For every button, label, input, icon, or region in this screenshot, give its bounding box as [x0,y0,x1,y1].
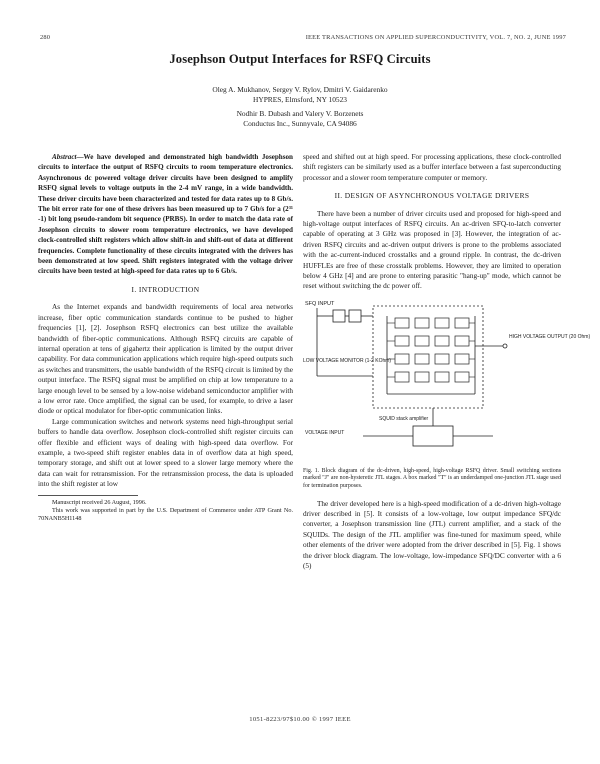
squid-cell [415,354,429,364]
squid-cell [395,336,409,346]
squid-cell [395,318,409,328]
abstract-lead: Abstract [52,153,77,161]
right-column [303,152,591,572]
author-affiliation: Conductus Inc., Sunnyvale, CA 94086 [243,119,357,128]
squid-array [387,316,475,394]
squid-cell [455,372,469,382]
output-terminal [503,344,507,348]
right-paragraph-1: speed and shifted out at high speed. For processing applications, these clock-controlled shift registers can be similarly used as a buffer interface between a fast superconducting processor and a slower room temperature computer or memory. [303,153,561,182]
squid-cell [415,372,429,382]
squid-cell [435,318,449,328]
section-heading-design: II. DESIGN OF ASYNCHRONOUS VOLTAGE DRIVERS [334,191,530,201]
paper-title: Josephson Output Interfaces for RSFQ Circuits [169,52,431,66]
jtl-stage [333,310,345,322]
figure-1-caption: Fig. 1. Block diagram of the dc-driven, high-speed, high-voltage RSFQ driver. Small switching sections marked "J" are non-hysteretic JTL stages. A box marked "T" is an underdamped one-junction JTL stage used for termination purposes. [303,467,561,490]
figure-1-svg [303,296,591,466]
squid-cell [455,318,469,328]
figure-label-low-voltage: LOW VOLTAGE MONITOR (1-2 KOhm) [303,357,392,364]
squid-cell [395,372,409,382]
figure-1-block-diagram [303,296,591,466]
squid-cell [455,354,469,364]
author-block-2 [0,109,600,129]
abstract-text: —We have developed and demonstrated high bandwidth Josephson circuits to interface the output of RSFQ circuits to room temperature electronics. Asynchronous dc powered voltage driver circuits have been designed to amplify RSFQ signal levels to voltage outputs in the 2-4 mV range, in a wide bandwidth. These driver circuits have been characterized and tested for data rates up to 8 Gb/s. The bit error rate for one of these drivers has been measured up to 7 Gb/s for a (2³¹ -1) bit long pseudo-random bit sequence (PRBS). In order to match the data rate of Josephson circuits to slower room temperature electronics, we have developed clock-controlled shift registers which allow shift-in and shift-out of data at different frequencies. Complete functionality of these circuits integrated with the drivers has been demonstrated at low speed. Shift registers integrated with the voltage driver circuits have been tested at high-speed for data rates up to 6 Gb/s. [38,153,293,276]
squid-cell [435,354,449,364]
squid-cell [435,336,449,346]
figure-label-voltage-input: VOLTAGE INPUT [305,429,345,436]
page-footer: 1051-8223/97$10.00 © 1997 IEEE [249,716,351,723]
squid-cell [455,336,469,346]
driver-boundary [373,306,483,408]
author-names: Nodhir B. Dubash and Valery V. Borzenets [236,109,364,118]
figure-label-sfq-converter: SQUID stack amplifier [379,415,429,422]
intro-paragraph-1: As the Internet expands and bandwidth requirements of local area networks increase, fiber optic communication standards continue to be pushed to higher frequencies [1], [2]. Josephson RSFQ electronics can best utilize the available bandwidth of fiber-optic communications. Although RSFQ circuits are capable of internal operation at tens of gigahertz their application is limited by the output driver capability. For data communication applications which require high-speed outputs such as switches and transmitters, the usable bandwidth of the RSFQ circuit is limited by the output interface. The RSFQ signal must be amplified on chip at low temperature to a large enough level to be sensed by a low-noise wideband semiconductor amplifier with a low error rate. Once amplified, the signal can be used, for example, to drive a laser diode or optical modulator for fiber-optic communication links. [38,303,293,416]
journal-name: IEEE TRANSACTIONS ON APPLIED SUPERCONDUCTIVITY, VOL. 7, NO. 2, JUNE 1997 [305,34,566,41]
squid-cell [395,354,409,364]
section2-paragraph-1: There have been a number of driver circuits used and proposed for high-speed and high-voltage output interfaces of RSFQ circuits. An ac-driven SFQ-to-latch converter capable of operating at 3 GHz was proposed in [3]. However, the integration of ac-driven RSFQ circuits and ac-driven output drivers is prone to the problems associated with the ac-current-induced crosstalks and a ground ripple. In contrast, the dc-driven HUFFLEs are free of these crosstalk problems. However, they are limited to operation below 4 GHz [4] and are prone to entering parasitic "hang-up" mode, which cannot be reset without switching the dc power off. [303,209,561,291]
section2-paragraph-2: The driver developed here is a high-speed modification of a dc-driven high-voltage driver described in [5]. It consists of a low-voltage, low output impedance SFQ/dc converter, a Josephson transmission line (JTL) current amplifier, and a stack of the SQUIDs. The design of the JTL amplifier was fine-tuned for maximum speed, while other elements of the driver were adopted from the driver described in [5]. Fig. 1 shows the driver block diagram. The low-voltage, low-impedance SFQ/DC converter with a 6 (5) [303,499,561,571]
author-block-1 [0,85,600,105]
author-affiliation: HYPRES, Elmsford, NY 10523 [253,95,347,104]
intro-paragraph-2: Large communication switches and network systems need high-throughput serial buffers to handle data overflow. Josephson clock-controlled shift register circuits can offer flexible and efficient ways of dealing with high-speed data overflow. For example, a two-speed shift register enables data in of overflow data at high speed, temporary storage, and shift out at lower speed to a slower large memory where the data can wait for retransmission. For the retransmission process, the data is uploaded into the shift register at low [38,417,293,489]
figure-label-sfq-input: SFQ INPUT [305,300,335,307]
page-number: 280 [40,34,51,41]
footnote-support: This work was supported in part by the U.S. Department of Commerce under ATP Grant No. 70NANB5H1148 [38,507,293,523]
footnote-received: Manuscript received 26 August, 1996. [52,498,147,506]
left-column [38,152,293,524]
author-names: Oleg A. Mukhanov, Sergey V. Rylov, Dmitri V. Gaidarenko [212,85,388,94]
section-heading-introduction: I. INTRODUCTION [131,284,200,294]
jtl-stage [349,310,361,322]
squid-cell [415,318,429,328]
converter-block [413,426,453,446]
abstract [38,152,293,277]
squid-cell [415,336,429,346]
squid-cell [435,372,449,382]
figure-label-high-voltage: HIGH VOLTAGE OUTPUT (20 Ohm) [509,333,591,340]
